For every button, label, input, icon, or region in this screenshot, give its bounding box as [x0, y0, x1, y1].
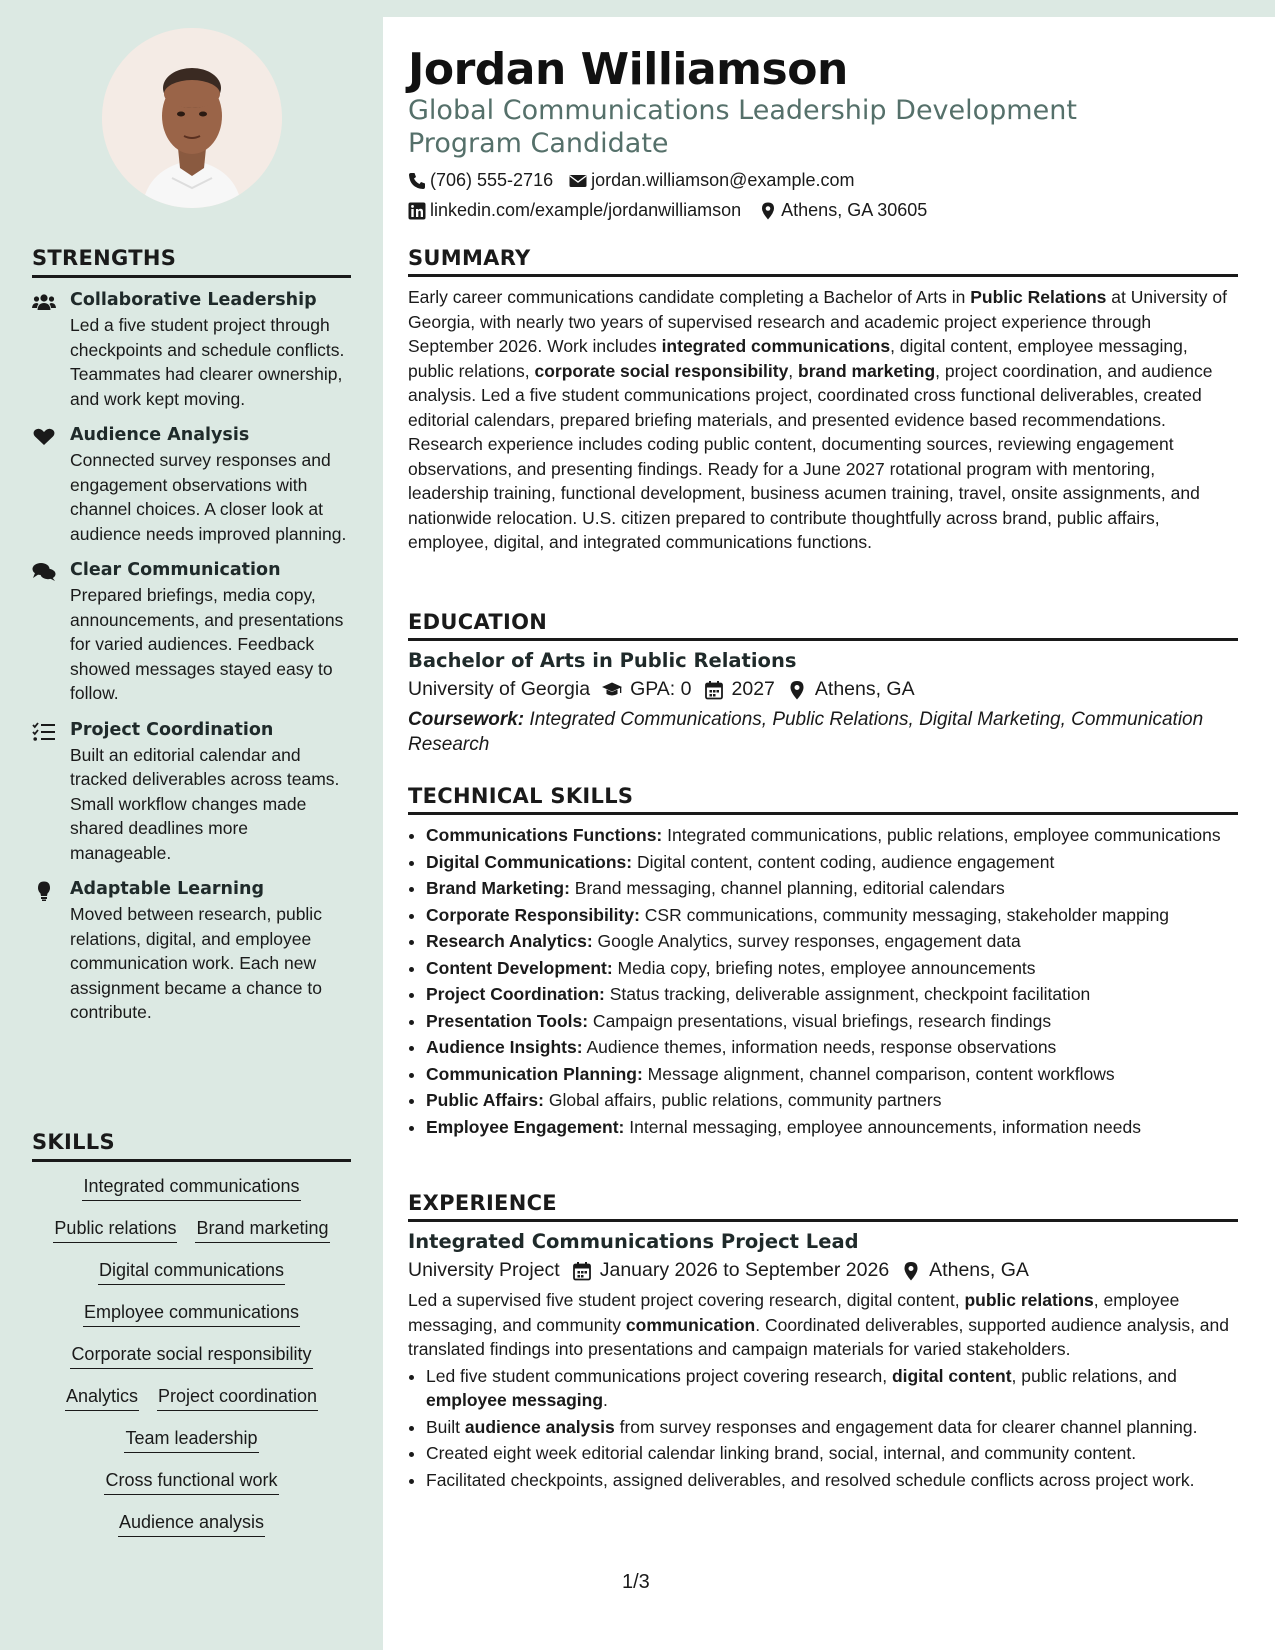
technical-skill-item	[426, 1009, 1238, 1034]
phone-contact	[408, 170, 553, 191]
skill-row	[32, 1428, 351, 1453]
text-run: Led five student communications project covering research,	[426, 1365, 892, 1386]
skill-category: Brand Marketing:	[426, 878, 570, 898]
experience-bullet	[426, 1468, 1238, 1493]
emphasis-text: brand marketing	[798, 360, 936, 381]
summary-heading: SUMMARY	[408, 246, 1238, 277]
skill-detail: Audience themes, information needs, response observations	[582, 1037, 1057, 1057]
skill-tag: Integrated communications	[82, 1176, 300, 1201]
map-pin-icon	[901, 1261, 921, 1281]
skill-detail: Brand messaging, channel planning, editorial calendars	[569, 878, 1005, 898]
experience-bullet	[426, 1441, 1238, 1466]
envelope-icon	[569, 172, 587, 190]
experience-bullets	[408, 1364, 1238, 1493]
linkedin-contact[interactable]	[408, 200, 741, 221]
emphasis-text: public relations	[964, 1290, 1094, 1310]
education-meta	[408, 678, 1238, 701]
experience-location: Athens, GA	[929, 1259, 1029, 1281]
skill-category: Communications Functions:	[426, 825, 663, 845]
text-run: Created eight week editorial calendar linking brand, social, internal, and community content.	[426, 1443, 1137, 1463]
strength-title: Collaborative Leadership	[70, 290, 317, 310]
map-pin-icon	[759, 202, 777, 220]
profile-photo	[102, 28, 282, 208]
skill-category: Presentation Tools:	[426, 1010, 589, 1031]
text-run: , employee messaging, and community	[408, 1290, 1180, 1335]
strength-item	[32, 879, 351, 1025]
lightbulb-icon	[32, 881, 56, 901]
technical-skill-item	[426, 1062, 1238, 1087]
skill-row	[32, 1302, 351, 1327]
strength-title: Audience Analysis	[70, 425, 250, 445]
technical-skill-item	[426, 956, 1238, 981]
candidate-role: Global Communications Leadership Development Program Candidate	[408, 95, 1077, 159]
text-run: Built	[426, 1416, 465, 1437]
emphasis-text: communication	[625, 1314, 756, 1335]
skill-detail: Digital content, content coding, audience engagement	[632, 851, 1055, 872]
location-text: Athens, GA 30605	[781, 200, 928, 220]
emphasis-text: integrated communications	[661, 336, 891, 356]
sidebar	[0, 0, 383, 1650]
emphasis-text: corporate social responsibility	[534, 360, 789, 381]
text-run: . Coordinated deliverables, supported audience analysis, and translated findings into presentations and campaign materials for varied stakeholders.	[408, 1314, 1230, 1359]
contact-row-1	[408, 170, 854, 191]
technical-skill-item	[426, 1035, 1238, 1060]
email-contact[interactable]	[569, 170, 854, 191]
email-text[interactable]: jordan.williamson@example.com	[591, 170, 855, 190]
technical-skill-item	[426, 929, 1238, 954]
strength-item	[32, 425, 351, 546]
portrait-image	[102, 28, 282, 208]
summary-section	[408, 246, 1238, 555]
skill-tag: Brand marketing	[195, 1218, 329, 1243]
strength-desc: Led a five student project through checkpoints and schedule conflicts. Teammates had clearer ownership, and work kept moving.	[70, 315, 345, 409]
skill-detail: Media copy, briefing notes, employee announcements	[612, 957, 1036, 978]
skill-category: Content Development:	[426, 957, 613, 978]
strengths-heading: STRENGTHS	[32, 246, 351, 278]
gpa-text: GPA: 0	[630, 678, 692, 700]
calendar-icon	[704, 680, 724, 700]
strength-title: Adaptable Learning	[70, 879, 264, 899]
skill-tag: Corporate social responsibility	[70, 1344, 312, 1369]
skill-row	[32, 1176, 351, 1201]
technical-skill-item	[426, 850, 1238, 875]
experience-dates: January 2026 to September 2026	[599, 1259, 890, 1281]
job-title: Integrated Communications Project Lead	[408, 1230, 859, 1253]
skill-tag: Audience analysis	[118, 1512, 265, 1537]
linkedin-text[interactable]: linkedin.com/example/jordanwilliamson	[430, 200, 742, 220]
map-pin-icon	[787, 680, 807, 700]
school-name: University of Georgia	[408, 678, 591, 700]
experience-bullet	[426, 1364, 1238, 1413]
strength-title: Clear Communication	[70, 560, 281, 580]
linkedin-icon	[408, 202, 426, 220]
coursework-list: Integrated Communications, Public Relations, Digital Marketing, Communication Research	[408, 709, 1204, 755]
text-run: , public relations, and	[1011, 1365, 1177, 1386]
text-run: ,	[788, 360, 799, 381]
experience-meta	[408, 1259, 1238, 1282]
strength-desc: Moved between research, public relations, digital, and employee communication work. Each new assignment became a chance to contribute.	[70, 904, 322, 1022]
skill-row	[32, 1512, 351, 1537]
strength-desc: Built an editorial calendar and tracked deliverables across teams. Small workflow changes made shared deadlines more manageable.	[70, 744, 340, 863]
skill-tag: Project coordination	[157, 1386, 318, 1411]
degree-title: Bachelor of Arts in Public Relations	[408, 649, 797, 672]
list-check-icon	[32, 722, 56, 742]
text-run: , project coordination, and audience analysis. Led a five student communications project, coordinated cross functional deliverables, created editorial calendars, prepared briefing materials, and presented evidence based recommendations. Research experience includes coding public content, documenting sources, reviewing engagement observations, and presenting findings. Ready for a June 2027 rotational program with mentoring, leadership training, functional development, business acumen training, travel, onsite assignments, and nationwide relocation. U.S. citizen prepared to contribute thoughtfully across brand, public affairs, employee, digital, and integrated communications functions.	[408, 360, 1213, 552]
skill-tag: Digital communications	[98, 1260, 285, 1285]
strength-item	[32, 720, 351, 866]
text-run: from survey responses and engagement data for clearer channel planning.	[614, 1416, 1198, 1437]
skill-detail: Status tracking, deliverable assignment, checkpoint facilitation	[604, 984, 1091, 1004]
graduation-cap-icon	[602, 680, 622, 700]
skill-detail: Internal messaging, employee announcements, information needs	[624, 1116, 1141, 1137]
experience-section	[408, 1191, 1238, 1494]
users-icon	[32, 292, 56, 312]
skill-detail: Integrated communications, public relations, employee communications	[662, 825, 1221, 845]
phone-icon	[408, 172, 426, 190]
education-heading: EDUCATION	[408, 610, 1238, 641]
candidate-name: Jordan Williamson	[408, 44, 848, 95]
strength-title: Project Coordination	[70, 719, 274, 740]
organization: University Project	[408, 1259, 560, 1281]
technical-skill-item	[426, 1115, 1238, 1140]
comments-icon	[32, 562, 56, 582]
education-section	[408, 610, 1238, 757]
strength-item	[32, 290, 351, 411]
text-run: Early career communications candidate completing a Bachelor of Arts in	[408, 287, 971, 307]
skill-category: Project Coordination:	[426, 984, 605, 1004]
skills-section	[32, 1130, 351, 1554]
skill-detail: Campaign presentations, visual briefings, research findings	[588, 1010, 1052, 1031]
graduation-year: 2027	[731, 678, 775, 700]
text-run: at University of Georgia, with nearly two years of supervised research and academic project experience through September 2026. Work includes	[408, 287, 1227, 356]
technical-skill-item	[426, 982, 1238, 1007]
skill-row	[32, 1218, 351, 1243]
skill-detail: Message alignment, channel comparison, content workflows	[642, 1063, 1115, 1084]
technical-skill-item	[426, 823, 1238, 848]
heart-icon	[32, 427, 56, 447]
technical-skill-item	[426, 1088, 1238, 1113]
skill-detail: CSR communications, community messaging, stakeholder mapping	[639, 904, 1170, 925]
skill-tag: Cross functional work	[104, 1470, 278, 1495]
text-run: , digital content, employee messaging, public relations,	[408, 336, 1188, 381]
skill-detail: Google Analytics, survey responses, engagement data	[592, 931, 1021, 951]
skills-heading: SKILLS	[32, 1130, 351, 1162]
skill-category: Employee Engagement:	[426, 1116, 625, 1137]
skill-category: Research Analytics:	[426, 931, 593, 951]
skills-list	[32, 1174, 351, 1537]
technical-skills-list	[408, 823, 1238, 1139]
text-run: Facilitated checkpoints, assigned deliverables, and resolved schedule conflicts across project work.	[426, 1469, 1195, 1490]
skill-row	[32, 1470, 351, 1495]
emphasis-text: Public Relations	[970, 287, 1107, 307]
skill-category: Public Affairs:	[426, 1090, 544, 1110]
technical-skill-item	[426, 903, 1238, 928]
skill-tag: Employee communications	[83, 1302, 300, 1327]
location-contact	[759, 200, 927, 221]
skill-category: Corporate Responsibility:	[426, 904, 640, 925]
skill-category: Audience Insights:	[426, 1037, 583, 1057]
phone-text: (706) 555-2716	[430, 170, 554, 190]
skill-detail: Global affairs, public relations, community partners	[543, 1090, 942, 1110]
experience-heading: EXPERIENCE	[408, 1191, 1238, 1222]
skill-row	[32, 1386, 351, 1411]
technical-skills-heading: TECHNICAL SKILLS	[408, 784, 1238, 815]
skill-category: Digital Communications:	[426, 851, 633, 872]
technical-skills-section	[408, 784, 1238, 1141]
education-location: Athens, GA	[814, 678, 915, 700]
experience-intro	[408, 1288, 1238, 1362]
skill-row	[32, 1260, 351, 1285]
skill-tag: Analytics	[65, 1386, 139, 1411]
technical-skill-item	[426, 876, 1238, 901]
strength-desc: Connected survey responses and engagement observations with channel choices. A closer look at audience needs improved planning.	[70, 450, 347, 544]
emphasis-text: audience analysis	[464, 1416, 615, 1437]
coursework-label: Coursework:	[408, 709, 525, 730]
page-number: 1/3	[622, 1571, 650, 1593]
experience-bullet	[426, 1415, 1238, 1440]
skill-row	[32, 1344, 351, 1369]
emphasis-text: employee messaging	[426, 1390, 604, 1410]
skill-tag: Team leadership	[124, 1428, 258, 1453]
emphasis-text: digital content	[891, 1365, 1012, 1386]
summary-text	[408, 285, 1238, 555]
coursework	[408, 707, 1238, 757]
strength-desc: Prepared briefings, media copy, announcements, and presentations for varied audiences. Feedback showed messages stayed easy to follow.	[70, 585, 344, 703]
text-run: Led a supervised five student project covering research, digital content,	[408, 1290, 965, 1310]
calendar-icon	[572, 1261, 592, 1281]
skill-tag: Public relations	[53, 1218, 177, 1243]
contact-row-2	[408, 200, 927, 221]
skill-category: Communication Planning:	[426, 1063, 643, 1084]
strengths-section	[32, 246, 351, 1039]
strength-item	[32, 560, 351, 706]
text-run: .	[603, 1390, 608, 1410]
